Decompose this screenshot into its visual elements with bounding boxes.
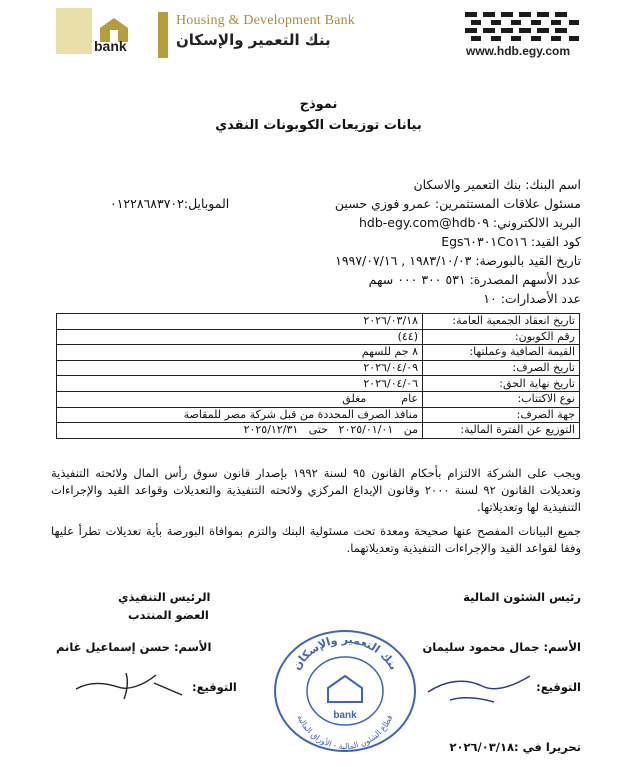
row-label: القيمة الصافية وعملتها: [423, 345, 580, 361]
row-label: تاريخ الصرف: [423, 360, 580, 376]
exec-title: الرئيس التنفيذي [118, 590, 211, 604]
table-row [57, 391, 580, 407]
stamp-house-icon [328, 676, 362, 702]
table-row [57, 329, 580, 345]
website-url: www.hdb.egy.com [466, 44, 571, 58]
issue-date-line: تحريرا في :٢٠٢٦/٠٣/١٨ [449, 740, 581, 754]
stamp-text-bottom: قطاع الشئون المالية - الأوراق المالية [295, 713, 395, 752]
row-label: جهة الصرف: [423, 407, 580, 423]
bank-name-ar: بنك التعمير والإسكان [176, 31, 331, 49]
official-stamp [272, 628, 418, 754]
email-line: البريد الالكتروني: hdb٠٩@hdb-egy.com [358, 215, 581, 230]
row-value: ٢٠٢٦/٠٤/٠٩ [57, 360, 423, 376]
finance-head-name: الأسم: جمال محمود سليمان [422, 640, 581, 654]
table-row [57, 345, 580, 361]
stamp-logo-word: bank [333, 710, 357, 721]
listing-date-line: تاريخ القيد بالبورصة: ١٩٨٣/١٠/٠٣ , ١٩٩٧/٠٧/١٦ [335, 253, 581, 268]
finance-sign-label: التوقيع: [536, 680, 581, 694]
table-row [57, 423, 580, 439]
row-value: منافذ الصرف المحددة من قبل شركة مصر للمقاصة [57, 407, 423, 423]
document-subtitle: بيانات توزيعات الكوبونات النقدي [215, 118, 422, 133]
table-row [57, 314, 580, 330]
document-title: نموذج [299, 97, 338, 112]
exec-signature-icon [70, 655, 190, 710]
table-row [57, 407, 580, 423]
table-row [57, 376, 580, 392]
row-label: تاريخ انعقاد الجمعية العامة: [423, 314, 580, 330]
exec-subtitle: العضو المنتدب [128, 608, 209, 622]
row-value: عام مغلق [57, 391, 423, 407]
svg-text:بنك التعمير والإسكان [290, 633, 400, 672]
logo-divider [158, 12, 168, 58]
row-value: ٢٠٢٦/٠٣/١٨ [57, 314, 423, 330]
row-value: ٢٠٢٦/٠٤/٠٦ [57, 376, 423, 392]
row-label: التوزيع عن الفترة المالية: [423, 423, 580, 439]
logo-gold-block [56, 8, 92, 54]
disclosure-paragraph: جميع البيانات المفصح عنها صحيحة ومعدة تحت مسئولية البنك والتزم بموافاة البورصة بأية تعديلات تطرأ عليها وفقا لقواعد القيد والإجراءات التنفيذية وتعديلاتهما. [51, 524, 581, 555]
table-row [57, 360, 580, 376]
row-label: تاريخ نهاية الحق: [423, 376, 580, 392]
bank-name-line: اسم البنك: بنك التعمير والاسكان [413, 177, 581, 192]
exec-sign-label: التوقيع: [192, 680, 237, 694]
row-label: نوع الاكتتاب: [423, 391, 580, 407]
distribution-table [56, 313, 580, 439]
finance-signature-icon [420, 662, 540, 712]
shares-line: عدد الأسهم المصدرة: ٥٣١ ٣٠٠ ٠٠٠ سهم [368, 272, 581, 287]
pattern-logo-icon [463, 10, 583, 42]
issues-line: عدد الأصدارات: ١٠ [483, 291, 581, 306]
logo-word: bank [94, 38, 127, 54]
row-value: من ٢٠٢٥/٠١/٠١ حتى ٢٠٢٥/١٢/٣١ [57, 423, 423, 439]
compliance-paragraph: ويجب على الشركة الالتزام بأحكام القانون ٩٥ لسنة ١٩٩٢ بإصدار قانون سوق رأس المال ولائحته التنفيذية وتعديلات القانون ٩٢ لسنة ٢٠٠٠ وقانون الإيداع المركزي ولائحته التنفيذية والتعديلات وقواعد القيد والإجراءات التنفيذية لها وتعديلاتها. [51, 466, 581, 514]
ir-officer-line: مسئول علاقات المستثمرين: عمرو فوزي حسين [334, 196, 581, 211]
row-label: رقم الكوبون: [423, 329, 580, 345]
row-value: (٤٤) [57, 329, 423, 345]
stamp-text-top: بنك التعمير والإسكان [289, 632, 401, 673]
bank-name-en: Housing & Development Bank [176, 13, 356, 28]
mobile-line: الموبايل:٠١٢٢٨٦٨٣٧٠٢ [110, 196, 230, 211]
code-line: كود القيد: Egs٦٠٣٠١Co١٦ [441, 234, 581, 249]
row-value: ٨ جم للسهم [57, 345, 423, 361]
exec-name: الأسم: حسن إسماعيل غانم [56, 640, 212, 654]
finance-head-title: رئيس الشئون المالية [463, 590, 581, 604]
